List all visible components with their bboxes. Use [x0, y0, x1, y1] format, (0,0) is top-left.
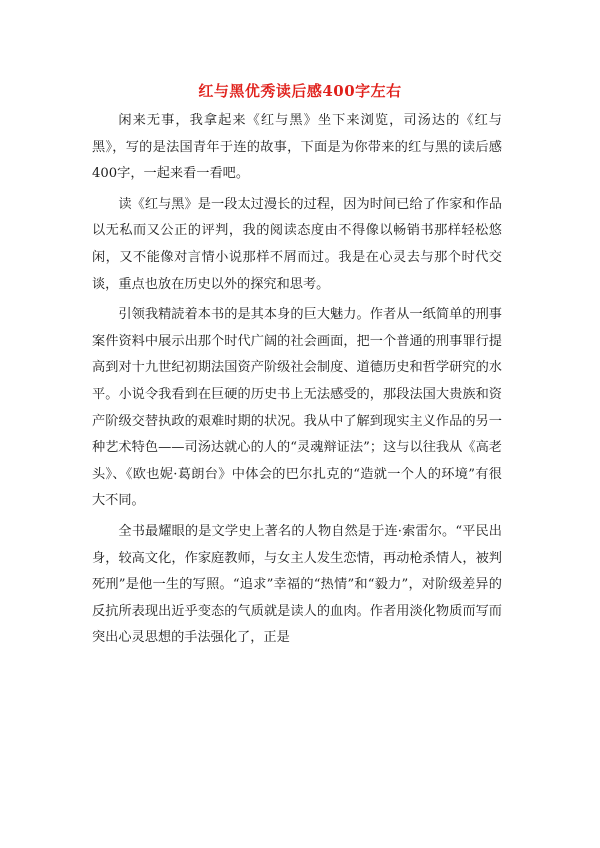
paragraph-2: 读《红与黑》是一段太过漫长的过程，因为时间已给了作家和作品以无私而又公正的评判，我的阅读态度由不得像以畅销书那样轻松悠闲，又不能像对言情小说那样不屑而过。我是在心灵去与那个时代交谈，重点也放在历史以外的探究和思考。 [92, 196, 502, 292]
paragraph-4: 全书最耀眼的是文学史上著名的人物自然是于连·索雷尔。“平民出身，较高文化，作家庭教师，与女主人发生恋情，再动枪杀情人，被判死刑”是他一生的写照。“追求”幸福的“热情”和“毅力”，对阶级差异的反抗所表现出近乎变态的气质就是读人的血肉。作者用淡化物质而写而突出心灵思想的手法强化了，正是 [92, 523, 502, 646]
paragraph-3: 引领我精読着本书的是其本身的巨大魅力。作者从一纸简单的刑事案件资料中展示出那个时代广阔的社会画面，把一个普通的刑事罪行提高到对十九世纪初期法国资产阶级社会制度、道德历史和哲学研究的水平。小说令我看到在巨硬的历史书上无法感受的，那段法国大贵族和资产阶级交替执政的艰难时期的状况。我从中了解到现实主义作品的另一种艺术特色——司汤达就心的人的“灵魂辩证法”；这与以往我从《高老头》、《欧也妮·葛朗台》中体会的巴尔扎克的“造就一个人的环境”有很大不同。 [92, 307, 502, 509]
paragraph-1: 闲来无事，我拿起来《红与黑》坐下来浏览，司汤达的《红与黑》，写的是法国青年于连的故事，下面是为你带来的红与黑的读后感400字，一起来看一看吧。 [92, 113, 502, 182]
document-title: 红与黑优秀读后感400字左右 [198, 82, 402, 100]
document-body [92, 108, 502, 656]
